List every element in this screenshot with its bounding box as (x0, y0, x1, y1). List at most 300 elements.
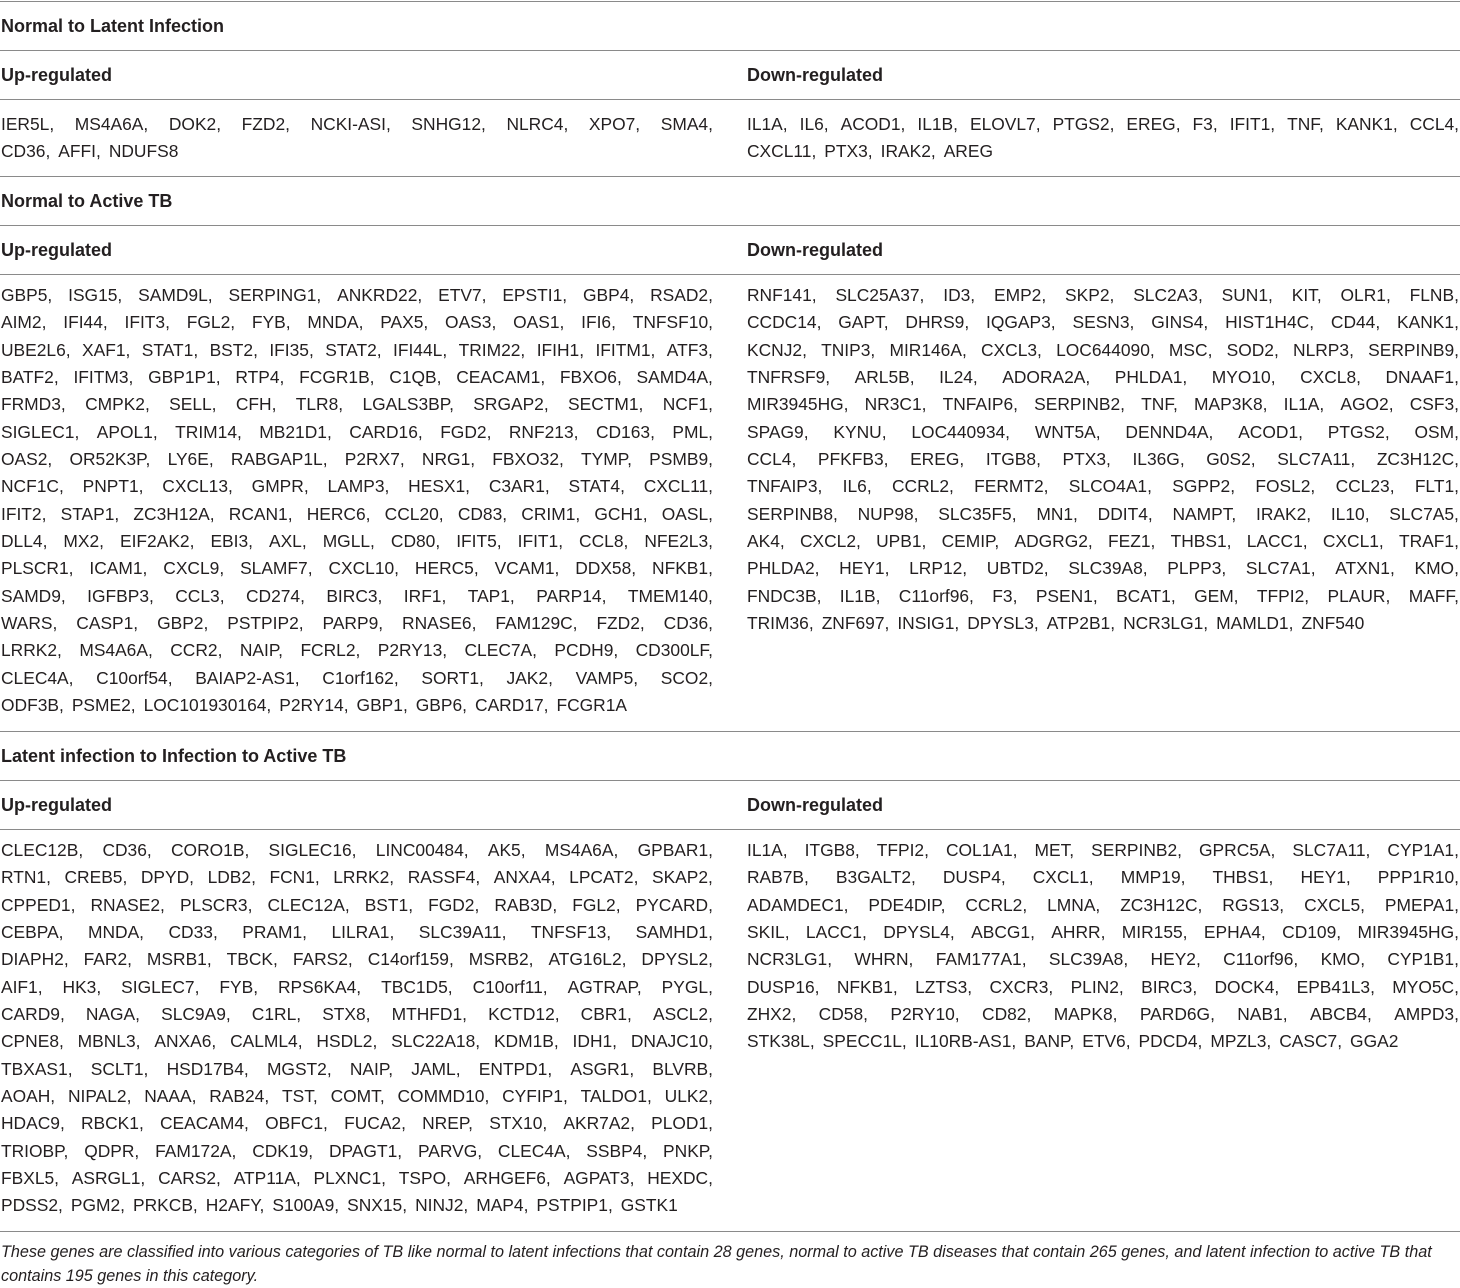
gene-token: MS4A6A, (544, 840, 619, 860)
gene-token: CLEC12A, (267, 894, 350, 915)
gene-token: KIT, (1291, 285, 1322, 305)
gene-token: TRIM22, (458, 339, 526, 360)
gene-token: AREG (943, 141, 993, 162)
gene-token: AK4, (747, 531, 785, 552)
gene-token: FGD2, (440, 421, 492, 442)
gene-token: FCGR1B, (299, 367, 375, 388)
gene-token: MAMLD1, (1216, 613, 1294, 634)
gene-token: CD80, (390, 531, 441, 552)
gene-token: PDE4DIP, (868, 894, 946, 915)
gene-token: TNF, (1141, 394, 1178, 415)
gene-token: NFKB1, (836, 976, 898, 997)
gene-token: KMO, (1320, 949, 1366, 970)
gene-token: BCAT1, (1116, 585, 1176, 606)
gene-token: PARD6G, (1139, 1004, 1215, 1025)
gene-token: OAS2, (1, 449, 53, 470)
gene-token: RBCK1, (80, 1113, 144, 1134)
gene-token: ANKRD22, (337, 285, 423, 305)
gene-token: CARD16, (349, 421, 423, 442)
gene-token: TST, (282, 1086, 318, 1107)
gene-token: SLC9A9, (161, 1004, 231, 1025)
up-regulated-header: Up-regulated (1, 795, 113, 815)
gene-token: CD36, (663, 613, 713, 634)
gene-token: ENTPD1, (478, 1058, 553, 1079)
gene-token: CD82, (982, 1004, 1032, 1025)
section-rule (0, 225, 1460, 226)
gene-token: MTHFD1, (391, 1004, 467, 1025)
gene-token: CYP1B1, (1387, 949, 1459, 970)
gene-token: NCR3LG1, (1123, 613, 1209, 634)
gene-token: TFPI2, (1256, 585, 1310, 606)
gene-token: PTX3, (1062, 449, 1111, 470)
gene-token: FUCA2, (344, 1113, 406, 1134)
gene-token: CXCR3, (989, 976, 1054, 997)
gene-token: SESN3, (1072, 312, 1135, 333)
gene-token: MX2, (63, 531, 104, 552)
gene-token: RCAN1, (228, 503, 293, 524)
gene-token: TBCK, (226, 949, 278, 970)
gene-token: RNF213, (508, 421, 579, 442)
gene-token: EMP2, (993, 285, 1047, 305)
gene-line (1, 501, 713, 528)
gene-line (747, 1028, 1459, 1055)
gene-token: ZNF697, (821, 613, 890, 634)
gene-token: DIAPH2, (1, 949, 69, 970)
header-rule (0, 274, 1460, 275)
gene-token: DNAJC10, (630, 1031, 713, 1052)
gene-token: AK5, (487, 840, 526, 860)
gene-token: FBXL5, (1, 1168, 59, 1189)
gene-token: GBP5, (1, 285, 53, 305)
gene-token: CBR1, (580, 1004, 632, 1025)
gene-token: FBXO32, (492, 449, 564, 470)
gene-token: ADAMDEC1, (747, 894, 849, 915)
gene-token: LILRA1, (331, 922, 395, 943)
gene-token: IGFBP3, (87, 585, 154, 606)
gene-token: DPYSL3, (967, 613, 1039, 634)
up-regulated-genes (1, 837, 713, 1220)
section-rule (0, 50, 1460, 51)
gene-token: LAMP3, (327, 476, 390, 497)
gene-token: RNF141, (747, 285, 817, 305)
gene-token: IFI35, (269, 339, 314, 360)
gene-token: LMNA, (1047, 894, 1101, 915)
gene-token: MYO10, (1211, 367, 1276, 388)
gene-token: FLNB, (1409, 285, 1459, 305)
gene-token: ARHGEF6, (463, 1168, 551, 1189)
gene-token: ASGR1, (570, 1058, 635, 1079)
gene-token: RGS13, (1222, 894, 1285, 915)
gene-token: FZD2, (596, 613, 645, 634)
gene-token: GBP2, (157, 613, 209, 634)
gene-token: TRAF1, (1399, 531, 1459, 552)
gene-token: SERPINB9, (1368, 339, 1459, 360)
gene-line (1, 1138, 713, 1165)
gene-line (1, 1083, 713, 1110)
gene-token: NFE2L3, (644, 531, 713, 552)
gene-token: SLAMF7, (240, 558, 313, 579)
gene-token: CCR2, (170, 640, 223, 661)
gene-token: CARD17, (475, 695, 549, 716)
gene-token: JAML, (411, 1058, 461, 1079)
gene-token: C1orf162, (322, 667, 399, 688)
gene-token: SLC35F5, (938, 503, 1017, 524)
gene-line (1, 1001, 713, 1028)
gene-token: CXCL11, (747, 141, 817, 162)
gene-token: OASL, (661, 503, 713, 524)
gene-line (1, 1165, 713, 1192)
gene-token: CPPED1, (1, 894, 76, 915)
gene-token: CD36, (1, 141, 51, 162)
gene-token: SAMHD1, (635, 922, 713, 943)
up-regulated-genes (1, 111, 713, 166)
gene-token: DDX58, (575, 558, 637, 579)
gene-token: ACOD1, (840, 114, 906, 134)
gene-token: HSDL2, (316, 1031, 378, 1052)
gene-token: SERPINB2, (1034, 394, 1126, 415)
gene-token: BIRC3, (1141, 976, 1198, 997)
gene-token: IRF1, (403, 585, 447, 606)
gene-token: RSAD2, (650, 285, 713, 305)
gene-token: ID3, (943, 285, 976, 305)
gene-line (747, 974, 1459, 1001)
gene-token: FCN1, (269, 867, 320, 888)
gene-token: MSC, (1168, 339, 1213, 360)
gene-token: SERPINB2, (1091, 840, 1182, 860)
gene-token: CEBPA, (1, 922, 64, 943)
gene-token: GBP1, (356, 695, 408, 716)
gene-token: RTN1, (1, 867, 51, 888)
gene-token: CCL23, (1335, 476, 1395, 497)
gene-token: ARL5B, (854, 367, 915, 388)
gene-token: SGPP2, (1172, 476, 1236, 497)
gene-token: PYCARD, (635, 894, 713, 915)
gene-line (747, 364, 1459, 391)
section-title: Normal to Latent Infection (1, 16, 225, 36)
gene-token: AKR7A2, (563, 1113, 635, 1134)
gene-token: SECTM1, (568, 394, 644, 415)
gene-token: SOD2, (1226, 339, 1279, 360)
gene-token: STX8, (322, 1004, 371, 1025)
gene-token: HEY1, (839, 558, 890, 579)
gene-token: IDH1, (572, 1031, 617, 1052)
gene-token: TALDO1, (580, 1086, 652, 1107)
gene-token: ITGB8, (804, 840, 860, 860)
gene-token: NRG1, (421, 449, 476, 470)
gene-token: ATP11A, (233, 1168, 301, 1189)
gene-token: KANK1, (1335, 114, 1398, 134)
gene-line (1, 364, 713, 391)
gene-token: SKAP2, (651, 867, 713, 888)
gene-token: OR52K3P, (69, 449, 151, 470)
header-rule (0, 99, 1460, 100)
gene-token: SIGLEC7, (121, 976, 200, 997)
gene-token: NAMPT, (1172, 503, 1237, 524)
gene-token: CXCL1, (1032, 867, 1094, 888)
gene-token: TNFRSF9, (747, 367, 831, 388)
gene-token: LRRK2, (1, 640, 62, 661)
gene-line (1, 1110, 713, 1137)
gene-token: CYP1A1, (1387, 840, 1459, 860)
gene-token: GBP1P1, (148, 367, 221, 388)
gene-token: IL1B, (839, 585, 881, 606)
gene-token: PTX3, (824, 141, 873, 162)
gene-token: RTP4, (235, 367, 285, 388)
gene-token: SLC7A11, (1292, 840, 1371, 860)
gene-token: ODF3B, (1, 695, 64, 716)
gene-token: CCL4, (747, 449, 797, 470)
gene-token: GPRC5A, (1199, 840, 1276, 860)
table-footnote: These genes are classified into various categories of TB like normal to latent infections that contain 28 genes, normal to active TB diseases that contain 265 genes, and latent infection to active TB that contains 195 genes in this category. (1, 1243, 1432, 1285)
gene-token: PHLDA1, (1114, 367, 1188, 388)
gene-token: F3, (1192, 114, 1218, 134)
gene-token: TNFAIP3, (747, 476, 823, 497)
gene-token: CD44, (1330, 312, 1381, 333)
gene-token: CASC7, (1279, 1031, 1343, 1052)
gene-token: FGL2, (572, 894, 621, 915)
gene-token: PSTPIP1, (536, 1195, 613, 1216)
gene-token: STAP1, (60, 503, 120, 524)
down-regulated-header: Down-regulated (747, 795, 884, 815)
gene-token: DPYSL2, (641, 949, 713, 970)
gene-token: MS4A6A, (74, 114, 149, 134)
gene-token: OAS1, (513, 312, 565, 333)
gene-line (1, 837, 713, 864)
gene-token: SPECC1L, (822, 1031, 907, 1052)
gene-token: MIR155, (1121, 922, 1188, 943)
gene-token: MMP19, (1120, 867, 1186, 888)
gene-token: SLC2A3, (1133, 285, 1203, 305)
gene-token: NAB1, (1237, 1004, 1288, 1025)
section-rule (0, 731, 1460, 732)
gene-token: TBC1D5, (381, 976, 453, 997)
gene-token: SKP2, (1065, 285, 1115, 305)
gene-token: NCKI-ASI, (310, 114, 391, 134)
gene-token: MNDA, (307, 312, 364, 333)
gene-token: C11orf96, (1223, 949, 1299, 970)
gene-token: FAR2, (83, 949, 132, 970)
gene-token: FRMD3, (1, 394, 66, 415)
gene-token: CXCL9, (163, 558, 225, 579)
gene-token: STX10, (489, 1113, 548, 1134)
gene-token: ABCB4, (1309, 1004, 1372, 1025)
gene-token: CXCL3, (980, 339, 1042, 360)
gene-token: SNX15, (347, 1195, 408, 1216)
gene-token: GAPT, (838, 312, 889, 333)
gene-token: OLR1, (1340, 285, 1391, 305)
gene-token: NAAA, (144, 1086, 197, 1107)
gene-token: MSRB2, (468, 949, 534, 970)
gene-token: PLOD1, (651, 1113, 713, 1134)
section-title: Normal to Active TB (1, 191, 173, 211)
gene-token: DHRS9, (905, 312, 970, 333)
gene-token: HSD17B4, (166, 1058, 249, 1079)
gene-token: MAFF, (1408, 585, 1459, 606)
gene-token: CALML4, (230, 1031, 303, 1052)
gene-token: XPO7, (588, 114, 641, 134)
gene-token: PTGS2, (1327, 421, 1390, 442)
gene-token: AGTRAP, (567, 976, 642, 997)
gene-token: HDAC9, (1, 1113, 65, 1134)
gene-token: LACC1, (805, 922, 867, 943)
gene-token: COL1A1, (945, 840, 1018, 860)
gene-token: CASP1, (76, 613, 139, 634)
gene-line (747, 309, 1459, 336)
gene-token: DLL4, (1, 531, 48, 552)
section-title: Latent infection to Infection to Active TB (1, 746, 347, 766)
gene-token: PSTPIP2, (227, 613, 304, 634)
gene-token: STAT4, (568, 476, 625, 497)
gene-token: MN1, (1036, 503, 1078, 524)
gene-token: ZC3H12A, (133, 503, 215, 524)
gene-token: PLXNC1, (313, 1168, 386, 1189)
gene-token: NCF1C, (1, 476, 64, 497)
gene-token: HERC5, (414, 558, 479, 579)
gene-token: LRRK2, (333, 867, 395, 888)
gene-token: NLRC4, (506, 114, 569, 134)
gene-token: PLAUR, (1327, 585, 1391, 606)
gene-token: SORT1, (421, 667, 484, 688)
gene-token: PFKFB3, (817, 449, 889, 470)
gene-token: SAMD9L, (138, 285, 213, 305)
gene-token: HEY2, (1150, 949, 1201, 970)
gene-line (747, 892, 1459, 919)
gene-token: BIRC3, (326, 585, 383, 606)
gene-token: TLR8, (295, 394, 344, 415)
gene-token: SAMD9, (1, 585, 66, 606)
gene-line (747, 138, 1459, 165)
gene-line (1, 946, 713, 973)
gene-token: JAK2, (506, 667, 553, 688)
gene-line (747, 391, 1459, 418)
gene-token: ELOVL7, (969, 114, 1041, 134)
gene-token: MAP3K8, (1194, 394, 1268, 415)
gene-token: TNF, (1287, 114, 1324, 134)
gene-token: PRAM1, (242, 922, 307, 943)
gene-token: CARD9, (1, 1004, 65, 1025)
gene-token: CFH, (235, 394, 277, 415)
gene-token: CEMIP, (941, 531, 1000, 552)
gene-token: PLSCR1, (1, 558, 74, 579)
gene-token: CLEC7A, (464, 640, 537, 661)
gene-token: IL1B, (917, 114, 958, 134)
gene-token: EREG, (910, 449, 965, 470)
gene-token: FZD2, (241, 114, 290, 134)
gene-token: IRAK2, (880, 141, 936, 162)
gene-line (747, 473, 1459, 500)
gene-token: NAIP, (239, 640, 284, 661)
gene-token: HEXDC, (647, 1168, 713, 1189)
gene-token: FAM172A, (155, 1140, 237, 1161)
gene-token: CXCL10, (328, 558, 400, 579)
gene-token: ULK2, (664, 1086, 713, 1107)
gene-token: PSEN1, (1035, 585, 1098, 606)
gene-line (1, 892, 713, 919)
gene-token: LOC440934, (911, 421, 1011, 442)
gene-token: PLPP3, (1167, 558, 1227, 579)
gene-token: DOCK4, (1214, 976, 1280, 997)
gene-line (1, 111, 713, 138)
gene-token: STAT2, (325, 339, 382, 360)
gene-token: DOK2, (168, 114, 222, 134)
gene-token: LRP12, (909, 558, 968, 579)
gene-token: KANK1, (1397, 312, 1459, 333)
gene-token: EPHA4, (1203, 922, 1266, 943)
gene-line (747, 583, 1459, 610)
gene-token: BANP, (1024, 1031, 1075, 1052)
gene-token: CCL8, (579, 531, 629, 552)
gene-line (1, 1028, 713, 1055)
gene-line (747, 864, 1459, 891)
gene-token: MIR146A, (889, 339, 967, 360)
gene-token: LPCAT2, (569, 867, 639, 888)
gene-token: CD33, (168, 922, 218, 943)
gene-token: FAM129C, (495, 613, 578, 634)
gene-token: SUN1, (1221, 285, 1273, 305)
gene-token: P2RY10, (890, 1004, 960, 1025)
gene-token: NAIP, (349, 1058, 394, 1079)
gene-token: SCLT1, (90, 1058, 149, 1079)
gene-token: WNT5A, (1034, 421, 1101, 442)
gene-token: RPS6KA4, (278, 976, 362, 997)
gene-token: MSRB1, (146, 949, 212, 970)
gene-token: NINJ2, (415, 1195, 469, 1216)
gene-token: ZC3H12C, (1376, 449, 1459, 470)
gene-token: CXCL11, (643, 476, 713, 497)
gene-line (747, 555, 1459, 582)
down-regulated-header: Down-regulated (747, 65, 884, 85)
gene-token: GBP4, (582, 285, 635, 305)
gene-line (1, 555, 713, 582)
gene-line (747, 919, 1459, 946)
gene-token: NIPAL2, (67, 1086, 132, 1107)
gene-token: ATXN1, (1335, 558, 1395, 579)
gene-token: DDIT4, (1097, 503, 1153, 524)
gene-token: IFI6, (581, 312, 616, 333)
gene-token: IFIT2, (1, 503, 47, 524)
gene-line (1, 446, 713, 473)
gene-token: ADORA2A, (1002, 367, 1091, 388)
gene-token: CXCL13, (162, 476, 233, 497)
gene-token: IL10RB-AS1, (914, 1031, 1017, 1052)
gene-token: IFIH1, (536, 339, 585, 360)
gene-token: TMEM140, (627, 585, 713, 606)
gene-line (1, 610, 713, 637)
up-regulated-header: Up-regulated (1, 240, 113, 260)
gene-token: COMMD10, (397, 1086, 490, 1107)
gene-token: OAS3, (445, 312, 497, 333)
gene-token: CCDC14, (747, 312, 822, 333)
gene-token: GCH1, (594, 503, 648, 524)
gene-token: ATG16L2, (548, 949, 627, 970)
gene-token: PSMB9, (649, 449, 713, 470)
gene-token: ETV6, (1082, 1031, 1131, 1052)
gene-token: FEZ1, (1108, 531, 1156, 552)
gene-line (1, 138, 713, 165)
gene-token: SIGLEC16, (268, 840, 357, 860)
gene-token: CSF3, (1409, 394, 1459, 415)
gene-token: STK38L, (747, 1031, 815, 1052)
gene-line (747, 837, 1459, 864)
up-regulated-header: Up-regulated (1, 65, 113, 85)
gene-token: RNASE2, (90, 894, 165, 915)
gene-token: IQGAP3, (986, 312, 1056, 333)
gene-line (747, 337, 1459, 364)
gene-token: SLC25A37, (835, 285, 925, 305)
gene-token: APOL1, (96, 421, 158, 442)
gene-token: FGL2, (186, 312, 236, 333)
gene-token: MB21D1, (259, 421, 332, 442)
